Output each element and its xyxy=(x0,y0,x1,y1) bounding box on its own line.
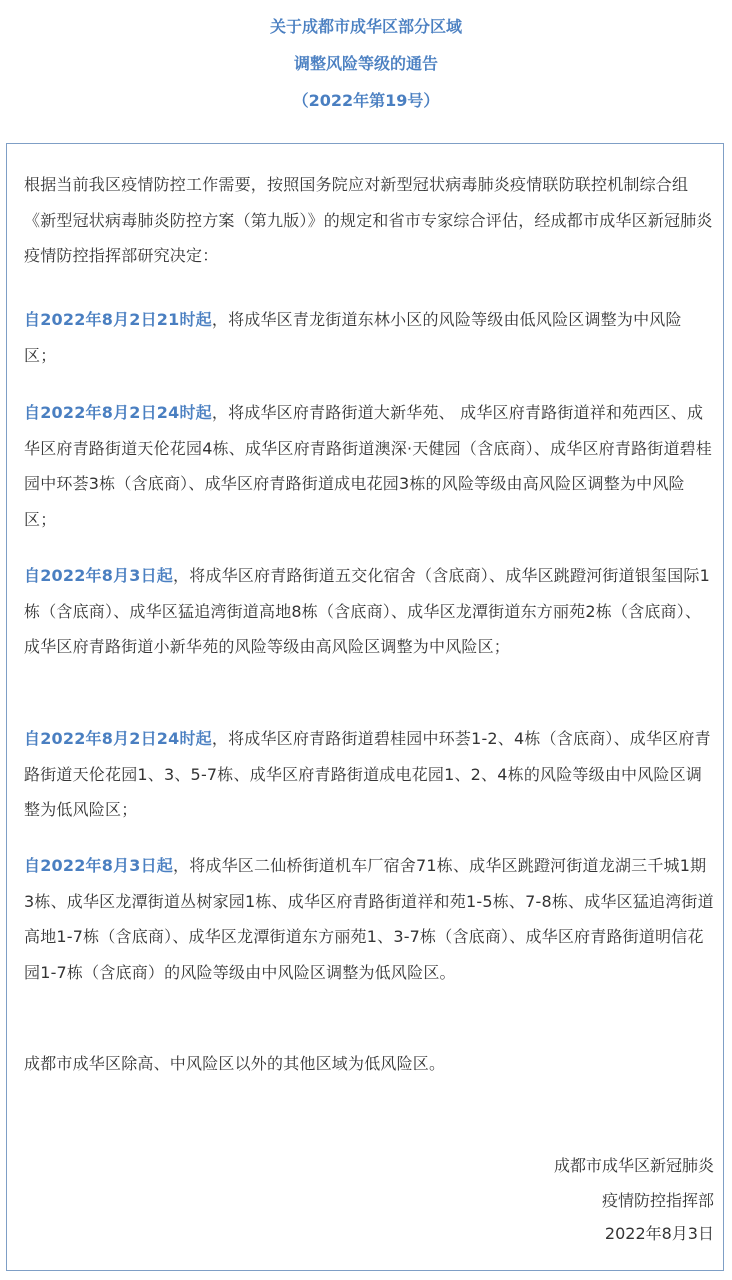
effective-date: 自2022年8月3日起 xyxy=(24,566,173,585)
adjustment-paragraph-2 xyxy=(24,395,714,537)
adjustment-paragraph-5 xyxy=(24,848,714,990)
adjustment-text: ，将成华区府青路街道碧桂园中环荟1-2、4栋（含底商）、成华区府青路街道天伦花园1、3、5-7栋、成华区府青路街道成电花园1、2、4栋的风险等级由中风险区调整为低风险区； xyxy=(24,729,711,819)
adjustment-paragraph-1 xyxy=(24,302,714,373)
signature-date: 2022年8月3日 xyxy=(604,1224,714,1243)
adjustment-paragraph-3 xyxy=(24,558,714,665)
title-line-1: 关于成都市成华区部分区域 xyxy=(269,17,462,36)
adjustment-paragraph-4 xyxy=(24,721,714,828)
adjustment-text: ，将成华区府青路街道大新华苑、 成华区府青路街道祥和苑西区、成华区府青路街道天伦花园4栋、成华区府青路街道澳深·天健园（含底商）、成华区府青路街道碧桂园中环荟3栋（含底商）、成华区府青路街道成电花园3栋的风险等级由高风险区调整为中风险区； xyxy=(24,403,713,529)
effective-date: 自2022年8月2日21时起 xyxy=(24,310,212,329)
intro-paragraph: 根据当前我区疫情防控工作需要，按照国务院应对新型冠状病毒肺炎疫情联防联控机制综合组《新型冠状病毒肺炎防控方案（第九版）》的规定和省市专家综合评估，经成都市成华区新冠肺炎疫情防控指挥部研究决定： xyxy=(24,175,713,265)
title-line-3: （2022年第19号） xyxy=(292,91,440,110)
adjustment-text: ，将成华区府青路街道五交化宿舍（含底商）、成华区跳蹬河街道银玺国际1栋（含底商）、成华区猛追湾街道高地8栋（含底商）、成华区龙潭街道东方丽苑2栋（含底商）、成华区府青路街道小新华苑的风险等级由高风险区调整为中风险区； xyxy=(24,566,710,656)
signature-org-line-2: 疫情防控指挥部 xyxy=(601,1191,714,1210)
title-line-2: 调整风险等级的通告 xyxy=(293,54,438,73)
adjustment-text: ，将成华区二仙桥街道机车厂宿舍71栋、成华区跳蹬河街道龙湖三千城1期3栋、成华区龙潭街道丛树家园1栋、成华区府青路街道祥和苑1-5栋、7-8栋、成华区猛追湾街道高地1-7栋（含底商）、成华区龙潭街道东方丽苑1、3-7栋（含底商）、成华区府青路街道明信花园1-7栋（含底商）的风险等级由中风险区调整为低风险区。 xyxy=(24,856,714,982)
signature-org-line-1: 成都市成华区新冠肺炎 xyxy=(553,1156,714,1175)
adjustment-text: ，将成华区青龙街道东林小区的风险等级由低风险区调整为中风险区； xyxy=(24,310,682,365)
effective-date: 自2022年8月2日24时起 xyxy=(24,403,212,422)
closing-paragraph: 成都市成华区除高、中风险区以外的其他区域为低风险区。 xyxy=(24,1054,446,1073)
effective-date: 自2022年8月3日起 xyxy=(24,856,173,875)
effective-date: 自2022年8月2日24时起 xyxy=(24,729,212,748)
